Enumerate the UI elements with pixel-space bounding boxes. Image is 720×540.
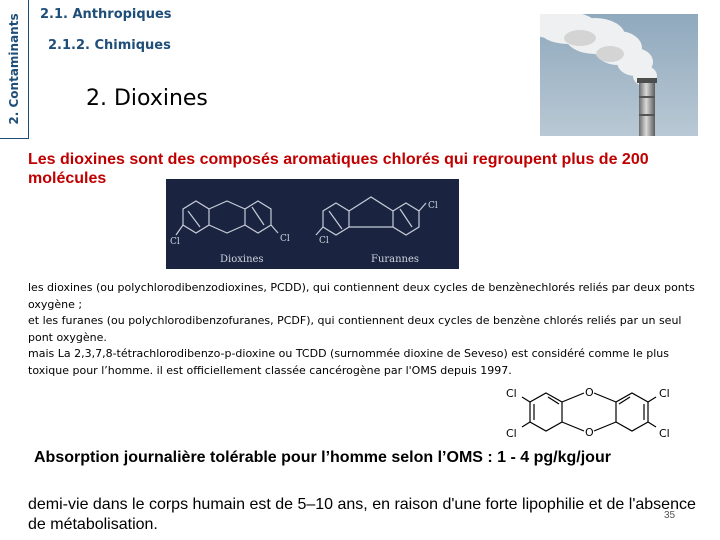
tcdd-cl-top-right: Cl xyxy=(659,387,670,400)
paragraph-tcdd: mais La 2,3,7,8-tétrachlorodibenzo-p-dioxine ou TCDD (surnommée dioxine de Seveso) est considéré comme le plus toxique pour l’homme. il est officiellement classée cancérogène par l'OMS depuis 1997. xyxy=(28,347,669,377)
half-life-statement: demi-vie dans le corps humain est de 5–10 ans, en raison d'une forte lipophilie et de l'absence de métabolisation. xyxy=(28,496,696,533)
furan-cl-left: Cl xyxy=(319,236,329,246)
heading-anthropiques: 2.1. Anthropiques xyxy=(40,7,172,22)
section-side-tab-label: 2. Contaminants xyxy=(7,13,21,125)
dioxin-cl-right: Cl xyxy=(280,234,290,244)
tcdd-structure xyxy=(506,385,686,441)
tcdd-cl-bottom-right: Cl xyxy=(659,427,670,440)
page-number: 35 xyxy=(664,510,676,521)
section-side-tab xyxy=(0,0,29,139)
intro-text: Les dioxines sont des composés aromatiques chlorés qui regroupent plus de 200 molécules xyxy=(28,151,649,187)
dioxin-cl-left: Cl xyxy=(170,237,180,247)
paragraph-pcdd: les dioxines (ou polychlorodibenzodioxines, PCDD), qui contiennent deux cycles de benzènechlorés reliés par deux ponts oxygène ; xyxy=(28,281,695,311)
tcdd-cl-bottom-left: Cl xyxy=(506,427,517,440)
furan-label: Furannes xyxy=(371,254,420,265)
dioxin-label: Dioxines xyxy=(220,254,264,265)
tcdd-o-top: O xyxy=(585,386,594,399)
description-paragraphs xyxy=(28,280,698,379)
smokestack-photo xyxy=(540,14,698,136)
dioxin-furan-structures xyxy=(166,179,459,269)
slide-title: 2. Dioxines xyxy=(86,86,208,111)
furan-cl-right: Cl xyxy=(428,201,438,211)
tcdd-o-bottom: O xyxy=(585,426,594,439)
paragraph-pcdf: et les furanes (ou polychlorodibenzofuranes, PCDF), qui contiennent deux cycles de benzène chlorés reliés par un seul pont oxygène. xyxy=(28,314,682,344)
absorption-statement: Absorption journalière tolérable pour l’homme selon l’OMS : 1 - 4 pg/kg/jour xyxy=(34,449,611,466)
tcdd-cl-top-left: Cl xyxy=(506,387,517,400)
heading-chimiques: 2.1.2. Chimiques xyxy=(48,38,171,53)
